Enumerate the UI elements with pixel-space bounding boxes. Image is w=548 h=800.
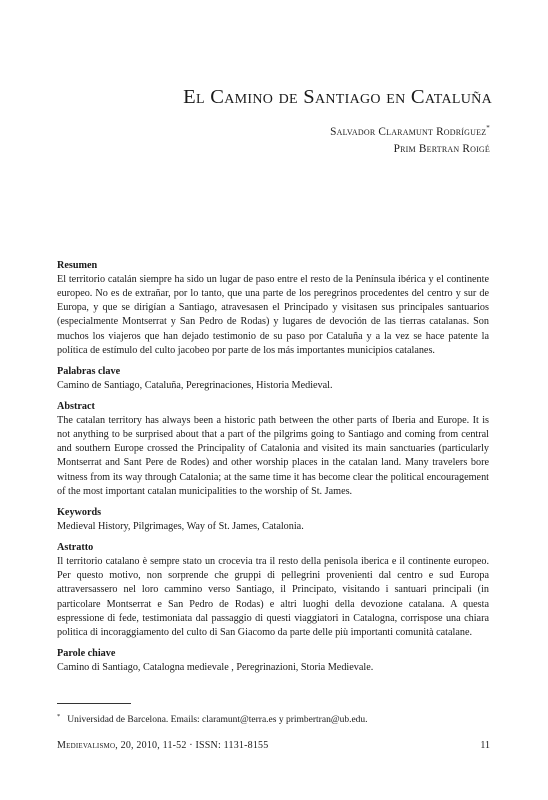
article-title: El Camino de Santiago en Cataluña — [183, 86, 492, 108]
keywords-text: Medieval History, Pilgrimages, Way of St. James, Catalonia. — [57, 520, 304, 532]
astratto-heading: Astratto — [57, 542, 94, 554]
footnote-marker: * — [486, 124, 490, 132]
authors-block — [330, 120, 490, 158]
running-footer — [57, 740, 268, 751]
keywords-heading: Keywords — [57, 507, 102, 519]
footnote-text: Universidad de Barcelona. Emails: claramunt@terra.es y primbertran@ub.edu. — [67, 715, 368, 725]
palabras-clave-heading: Palabras clave — [57, 366, 121, 378]
astratto-text: Il territorio catalano è sempre stato un crocevia tra il resto della penisola iberica e il continente europeo. Per questo motivo, non sorprende che gruppi di pellegrini provenienti dal centro e sud Europa attraversassero nel loro cammino verso Santiago, il Principato, visitando i santuari principali (in particolare Montserrat e San Pedro de Rodas) e altri luoghi della devozione catalana. A questa espressione di fede, testimoniata dal passaggio di questi viaggiatori in Catalogna, corrispose una chiara politica di incoraggiamento del culto di San Giacomo da parte delle più importanti comunità catalane. — [57, 555, 489, 639]
parole-chiave-text: Camino di Santiago, Catalogna medievale , Peregrinazioni, Storia Medievale. — [57, 661, 374, 673]
footnote-mark: * — [57, 713, 61, 720]
resumen-text: El territorio catalán siempre ha sido un lugar de paso entre el resto de la Península ibérica y el continente europeo. No es de extrañar, por lo tanto, que una parte de los peregrinos procedentes del centro y sur de Europa, y que se dirigían a Santiago, atravesasen el Principado y visitasen sus principales santuarios (especialmente Montserrat y San Pedro de Rodas) y lugares de devoción de las tierras catalanas. Son muchos los viajeros que han dejado testimonio de su paso por Cataluña y a la vez se hace patente la política de estímulo del culto jacobeo por parte de los más importantes municipios catalanes. — [57, 273, 489, 356]
journal-citation: , 20, 2010, 11-52 · ISSN: 1131-8155 — [115, 740, 269, 751]
resumen-heading: Resumen — [57, 260, 98, 271]
footnote — [57, 711, 368, 726]
abstract-text: The catalan territory has always been a historic path between the other parts of Iberia and Europe. It is not anything to be surprised about that a part of the pilgrims going to Santiago and coming from central and southern Europe crossed the Principality of Catalonia and visited its main sanctuaries (particularly Montserrat and Sant Pere de Rodes) and other worship places in the catalan land. Many travelers bore witness from its way through Catalonia; at the same time it has become clear the political encouragement of the most important catalan municipalities to the worship of St. James. — [57, 414, 489, 498]
parole-chiave-heading: Parole chiave — [57, 648, 116, 660]
footnote-rule — [57, 703, 131, 704]
journal-name: Medievalismo — [57, 740, 116, 751]
abstract-content — [57, 260, 489, 675]
author-1 — [330, 120, 490, 141]
page-number: 11 — [480, 740, 490, 751]
abstract-heading: Abstract — [57, 401, 95, 413]
palabras-clave-text: Camino de Santiago, Cataluña, Peregrinaciones, Historia Medieval. — [57, 379, 333, 391]
author-1-name: Salvador Claramunt Rodríguez — [330, 126, 487, 138]
author-2: Prim Bertran Roigé — [393, 143, 490, 155]
